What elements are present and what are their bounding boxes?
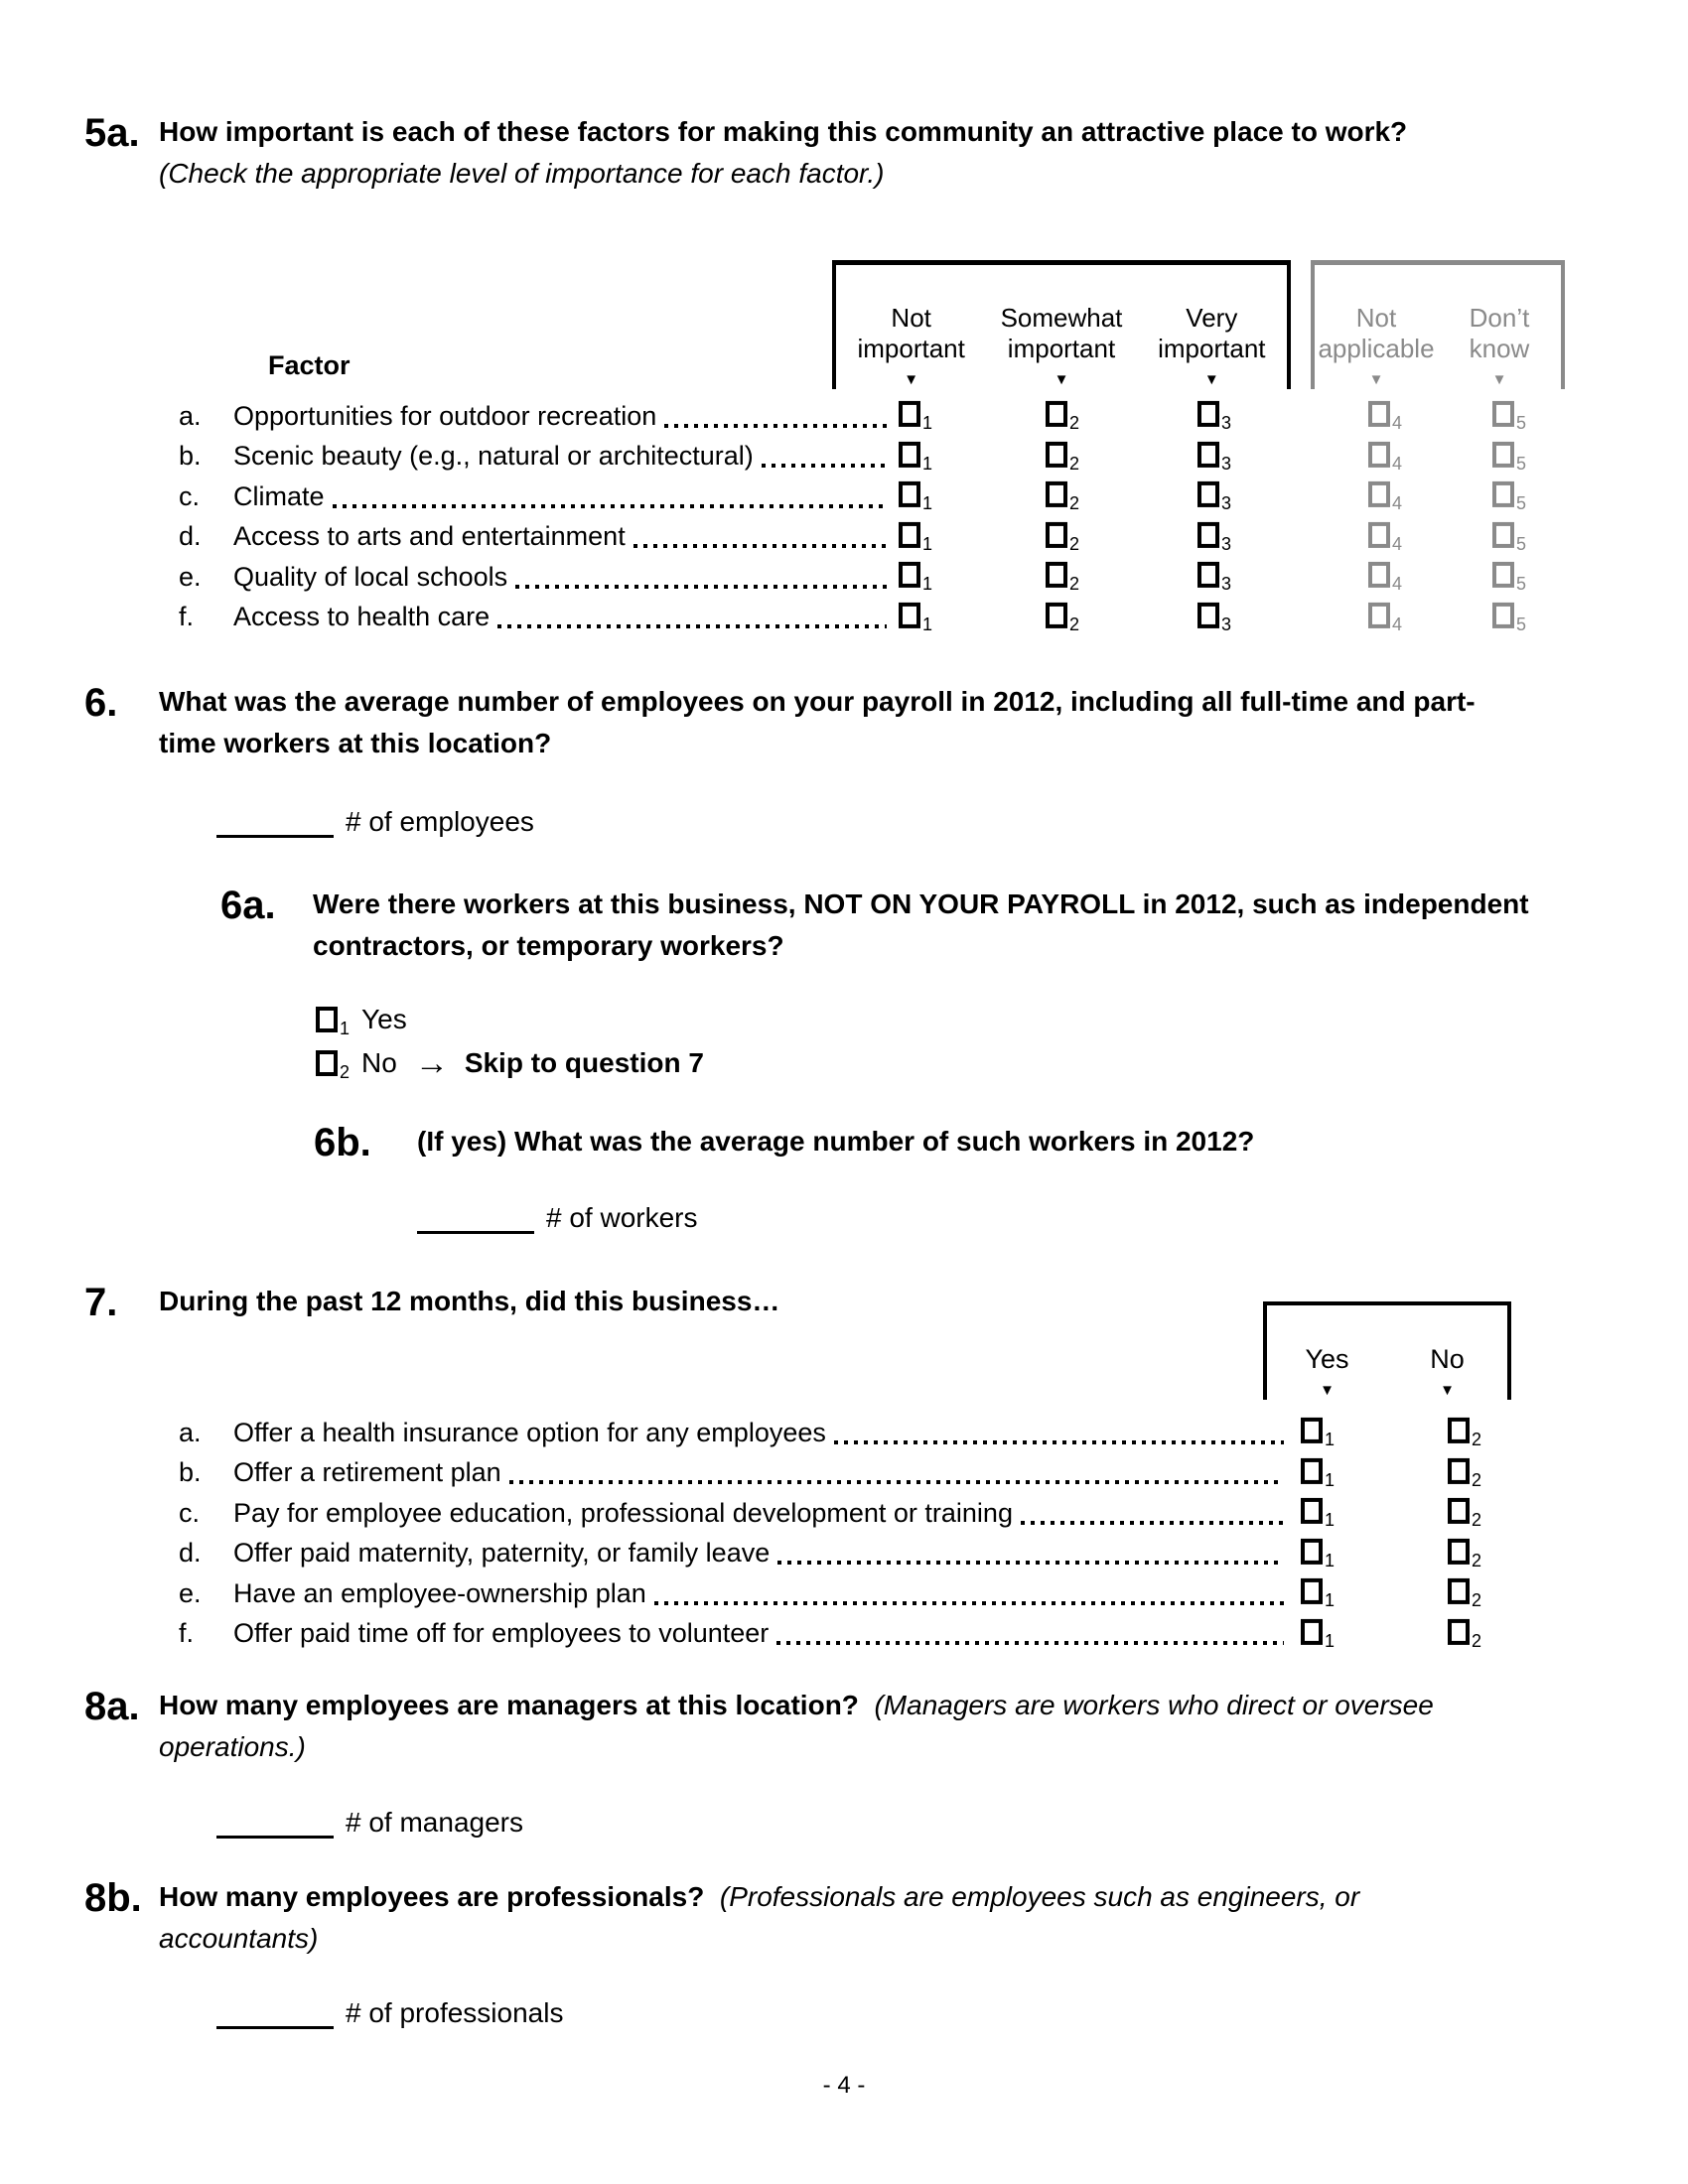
employees-count-field[interactable] bbox=[216, 798, 334, 838]
checkbox-subscript: 5 bbox=[1516, 574, 1527, 595]
column-header-line1: Don’t bbox=[1469, 303, 1530, 333]
checkbox-yes[interactable] bbox=[1301, 1458, 1336, 1490]
checkbox-subscript: 1 bbox=[1325, 1630, 1336, 1651]
checkbox-not-applicable[interactable] bbox=[1368, 522, 1403, 554]
benefit-label: Offer paid time off for employees to volunteer bbox=[233, 1618, 770, 1649]
checkbox-yes[interactable] bbox=[1301, 1418, 1336, 1450]
checkbox-subscript: 1 bbox=[1325, 1469, 1336, 1490]
checkbox-subscript: 5 bbox=[1516, 413, 1527, 434]
question-text: What was the average number of employees on your payroll in 2012, including all full-time and part-time workers at this location? bbox=[159, 686, 1476, 758]
checkbox-subscript: 4 bbox=[1392, 453, 1403, 474]
checkbox-square bbox=[1301, 1539, 1323, 1565]
option-row bbox=[316, 998, 1688, 1041]
factor-letter: f. bbox=[179, 602, 195, 632]
column-pointer-icon: ▼ bbox=[1368, 371, 1384, 388]
factor-letter: b. bbox=[179, 441, 202, 472]
checkbox-very-important[interactable] bbox=[1197, 562, 1232, 595]
benefit-row bbox=[0, 1493, 1688, 1534]
column-header-line2: important bbox=[1007, 334, 1116, 363]
benefit-row-main bbox=[179, 1614, 1286, 1655]
checkbox-square bbox=[1368, 562, 1390, 588]
checkbox-somewhat-important[interactable] bbox=[1046, 603, 1080, 634]
checkbox-square bbox=[1197, 603, 1219, 628]
question-number: 6b. bbox=[314, 1121, 371, 1164]
dot-leader bbox=[509, 1480, 1284, 1484]
dot-leader bbox=[664, 424, 887, 428]
checkbox-square bbox=[1448, 1418, 1470, 1443]
factor-label: Access to health care bbox=[233, 602, 491, 632]
managers-count-line bbox=[216, 1799, 1688, 1839]
benefit-letter: d. bbox=[179, 1538, 202, 1569]
factor-row-main bbox=[179, 437, 889, 478]
benefit-row bbox=[0, 1573, 1688, 1614]
option-label: Yes bbox=[361, 1004, 407, 1034]
question-8a-head bbox=[84, 1685, 1688, 1768]
checkbox-not-applicable[interactable] bbox=[1368, 603, 1403, 634]
checkbox-somewhat-important[interactable] bbox=[1046, 442, 1080, 474]
checkbox-subscript: 4 bbox=[1392, 614, 1403, 634]
checkbox-not-important[interactable] bbox=[899, 603, 933, 634]
benefit-row bbox=[0, 1453, 1688, 1494]
option-label: No bbox=[361, 1047, 397, 1078]
column-header-line2: applicable bbox=[1318, 334, 1435, 363]
workers-count-field[interactable] bbox=[417, 1194, 534, 1234]
checkbox-square bbox=[1448, 1578, 1470, 1604]
factor-letter: d. bbox=[179, 521, 202, 552]
factor-row bbox=[0, 396, 1688, 437]
checkbox-not-important[interactable] bbox=[899, 522, 933, 554]
checkbox-square bbox=[1368, 442, 1390, 468]
factor-row bbox=[0, 437, 1688, 478]
no-column-label: No bbox=[1430, 1344, 1465, 1374]
checkbox-square bbox=[1448, 1498, 1470, 1524]
benefit-letter: e. bbox=[179, 1577, 202, 1608]
checkbox-subscript: 1 bbox=[922, 413, 933, 434]
column-pointer-icon: ▼ bbox=[1440, 1382, 1455, 1399]
question-text-block bbox=[159, 1281, 1350, 1324]
importance-table-rows bbox=[0, 396, 1688, 637]
checkbox-subscript: 3 bbox=[1221, 533, 1232, 554]
benefit-row-main bbox=[179, 1534, 1286, 1574]
checkbox-subscript: 5 bbox=[1516, 493, 1527, 514]
column-header bbox=[1137, 265, 1287, 389]
checkbox-subscript: 1 bbox=[922, 533, 933, 554]
checkbox-dont-know[interactable] bbox=[1492, 603, 1527, 634]
checkbox-yes[interactable] bbox=[1301, 1619, 1336, 1651]
dot-leader bbox=[762, 464, 887, 468]
column-pointer-icon: ▼ bbox=[1203, 371, 1219, 388]
question-text-italic: (Professionals are employees such as engineers, or accountants) bbox=[159, 1881, 1360, 1954]
benefits-table-rows bbox=[0, 1413, 1688, 1654]
checkbox-no[interactable] bbox=[1448, 1458, 1482, 1490]
checkbox-square bbox=[1197, 562, 1219, 588]
professionals-count-line bbox=[216, 1989, 1688, 2029]
yes-no-options bbox=[0, 998, 1688, 1085]
checkbox-square bbox=[316, 1050, 338, 1076]
checkbox-subscript: 4 bbox=[1392, 493, 1403, 514]
benefit-letter: b. bbox=[179, 1457, 202, 1488]
blank-label: # of professionals bbox=[346, 1997, 564, 2028]
checkbox-square bbox=[1046, 401, 1067, 427]
checkbox-square bbox=[899, 603, 920, 628]
factor-letter: c. bbox=[179, 480, 201, 511]
question-text: During the past 12 months, did this business… bbox=[159, 1286, 780, 1316]
factor-label: Access to arts and entertainment bbox=[233, 521, 626, 552]
column-header bbox=[836, 265, 986, 389]
question-text bbox=[159, 1685, 1509, 1768]
column-header bbox=[986, 265, 1136, 389]
question-text-bold: How many employees are professionals? bbox=[159, 1881, 705, 1912]
benefit-letter: a. bbox=[179, 1417, 202, 1447]
question-5a-head bbox=[84, 111, 1688, 195]
checkbox-square bbox=[899, 522, 920, 548]
checkbox-square bbox=[1368, 481, 1390, 507]
checkbox-very-important[interactable] bbox=[1197, 522, 1232, 554]
question-instruction: (Check the appropriate level of importance for each factor.) bbox=[159, 158, 885, 189]
question-6b bbox=[0, 1121, 1688, 1234]
checkbox-not-important[interactable] bbox=[899, 481, 933, 514]
checkbox-somewhat-important[interactable] bbox=[1046, 401, 1080, 434]
checkbox-subscript: 3 bbox=[1221, 493, 1232, 514]
yes-column-label: Yes bbox=[1305, 1344, 1349, 1374]
checkbox-yes[interactable] bbox=[1301, 1539, 1336, 1570]
checkbox-subscript: 5 bbox=[1516, 453, 1527, 474]
checkbox-square bbox=[1301, 1578, 1323, 1604]
checkbox-square bbox=[316, 1007, 338, 1032]
checkbox-very-important[interactable] bbox=[1197, 603, 1232, 634]
checkbox-square bbox=[1492, 401, 1514, 427]
benefit-row-main bbox=[179, 1453, 1286, 1494]
factor-label: Climate bbox=[233, 480, 325, 511]
skip-arrow-icon: → bbox=[414, 1044, 449, 1082]
blank-label: # of workers bbox=[546, 1202, 698, 1233]
question-text-block bbox=[159, 1685, 1509, 1768]
column-header-line2: important bbox=[857, 334, 965, 363]
question-number: 6a. bbox=[220, 884, 276, 927]
checkbox-square bbox=[1197, 442, 1219, 468]
checkbox-square bbox=[1492, 603, 1514, 628]
checkbox-no[interactable] bbox=[1448, 1578, 1482, 1611]
checkbox-square bbox=[1046, 603, 1067, 628]
checkbox-not-applicable[interactable] bbox=[1368, 442, 1403, 474]
checkbox-somewhat-important[interactable] bbox=[1046, 522, 1080, 554]
checkbox-subscript: 2 bbox=[1472, 1430, 1482, 1450]
factor-row bbox=[0, 477, 1688, 517]
question-text-block bbox=[313, 884, 1549, 967]
question-number: 8b. bbox=[84, 1876, 142, 1920]
factor-row-main bbox=[179, 396, 889, 437]
question-text-block bbox=[159, 111, 1539, 195]
factor-row-main bbox=[179, 598, 889, 638]
option-row bbox=[316, 1041, 1688, 1085]
benefit-letter: c. bbox=[179, 1497, 201, 1528]
benefit-letter: f. bbox=[179, 1618, 195, 1649]
factor-row bbox=[0, 557, 1688, 598]
question-5a bbox=[0, 111, 1688, 637]
checkbox-not-applicable[interactable] bbox=[1368, 401, 1403, 434]
checkbox-square bbox=[1301, 1619, 1323, 1645]
dot-leader bbox=[834, 1440, 1284, 1444]
column-pointer-icon: ▼ bbox=[904, 371, 919, 388]
checkbox-subscript: 3 bbox=[1221, 574, 1232, 595]
checkbox-subscript: 3 bbox=[1221, 413, 1232, 434]
checkbox-no[interactable] bbox=[1448, 1539, 1482, 1570]
dot-leader bbox=[333, 504, 887, 508]
dot-leader bbox=[777, 1561, 1284, 1565]
question-8a bbox=[0, 1685, 1688, 1839]
question-number: 6. bbox=[84, 681, 118, 725]
checkbox-square bbox=[1368, 603, 1390, 628]
column-pointer-icon: ▼ bbox=[1491, 371, 1507, 388]
checkbox-subscript: 2 bbox=[340, 1062, 351, 1082]
checkbox-not-important[interactable] bbox=[899, 442, 933, 474]
benefit-row bbox=[0, 1614, 1688, 1655]
checkbox-subscript: 4 bbox=[1392, 413, 1403, 434]
na-dk-columns-bracket bbox=[1311, 260, 1565, 389]
question-number: 7. bbox=[84, 1281, 118, 1324]
column-header-line2: important bbox=[1158, 334, 1266, 363]
checkbox-square bbox=[1197, 522, 1219, 548]
checkbox-subscript: 2 bbox=[1472, 1550, 1482, 1570]
checkbox-dont-know[interactable] bbox=[1492, 481, 1527, 514]
question-6a-head bbox=[220, 884, 1688, 967]
factor-letter: a. bbox=[179, 400, 202, 431]
checkbox-no[interactable] bbox=[1448, 1619, 1482, 1651]
column-header bbox=[1438, 265, 1561, 389]
checkbox-square bbox=[1046, 442, 1067, 468]
checkbox-subscript: 2 bbox=[1472, 1590, 1482, 1611]
checkbox-square bbox=[1197, 401, 1219, 427]
factor-row bbox=[0, 517, 1688, 558]
question-7 bbox=[0, 1281, 1688, 1654]
benefit-label: Offer a health insurance option for any employees bbox=[233, 1417, 826, 1447]
checkbox-square bbox=[899, 481, 920, 507]
checkbox-very-important[interactable] bbox=[1197, 481, 1232, 514]
checkbox-square bbox=[1368, 401, 1390, 427]
checkbox-subscript: 2 bbox=[1472, 1510, 1482, 1531]
checkbox-very-important[interactable] bbox=[1197, 442, 1232, 474]
checkbox-subscript: 1 bbox=[1325, 1430, 1336, 1450]
factor-column-header: Factor bbox=[268, 350, 351, 380]
checkbox-not-applicable[interactable] bbox=[1368, 481, 1403, 514]
factor-row-main bbox=[179, 477, 889, 517]
benefit-row-main bbox=[179, 1413, 1286, 1453]
workers-count-line bbox=[417, 1194, 1688, 1234]
checkbox-square bbox=[1492, 442, 1514, 468]
importance-columns-bracket bbox=[832, 260, 1291, 389]
checkbox-subscript: 3 bbox=[1221, 453, 1232, 474]
checkbox-subscript: 5 bbox=[1516, 533, 1527, 554]
benefit-row-main bbox=[179, 1493, 1286, 1534]
column-header-line1: Not bbox=[1355, 303, 1397, 333]
question-6a bbox=[0, 884, 1688, 1085]
checkbox-subscript: 1 bbox=[1325, 1550, 1336, 1570]
checkbox-dont-know[interactable] bbox=[1492, 562, 1527, 595]
column-header-line1: Somewhat bbox=[1000, 303, 1123, 333]
benefit-row bbox=[0, 1534, 1688, 1574]
checkbox-yes[interactable] bbox=[1301, 1578, 1336, 1611]
page-number: - 4 - bbox=[822, 2072, 866, 2099]
dot-leader bbox=[1021, 1521, 1284, 1525]
checkbox-not-important[interactable] bbox=[899, 562, 933, 595]
managers-count-field[interactable] bbox=[216, 1799, 334, 1839]
column-pointer-icon: ▼ bbox=[1054, 371, 1069, 388]
checkbox-subscript: 1 bbox=[922, 493, 933, 514]
checkbox-dont-know[interactable] bbox=[1492, 522, 1527, 554]
checkbox-very-important[interactable] bbox=[1197, 401, 1232, 434]
benefit-row bbox=[0, 1413, 1688, 1453]
skip-instruction: Skip to question 7 bbox=[464, 1047, 704, 1078]
checkbox-subscript: 2 bbox=[1069, 533, 1080, 554]
checkbox-subscript: 5 bbox=[1516, 614, 1527, 634]
question-6 bbox=[0, 681, 1688, 838]
question-text-bold: How many employees are managers at this location? bbox=[159, 1690, 859, 1720]
option-checkbox[interactable] bbox=[316, 1007, 351, 1038]
column-header-line1: Not bbox=[891, 303, 931, 333]
checkbox-not-applicable[interactable] bbox=[1368, 562, 1403, 595]
checkbox-square bbox=[1301, 1458, 1323, 1484]
checkbox-square bbox=[1448, 1458, 1470, 1484]
blank-label: # of managers bbox=[346, 1807, 523, 1838]
checkbox-square bbox=[1368, 522, 1390, 548]
question-text-block bbox=[417, 1121, 1254, 1164]
checkbox-square bbox=[1197, 481, 1219, 507]
dot-leader bbox=[497, 624, 887, 628]
checkbox-subscript: 1 bbox=[1325, 1510, 1336, 1531]
dot-leader bbox=[633, 544, 887, 548]
yes-column-header bbox=[1267, 1305, 1387, 1400]
checkbox-subscript: 2 bbox=[1069, 453, 1080, 474]
benefit-row-main bbox=[179, 1573, 1286, 1614]
checkbox-square bbox=[1448, 1619, 1470, 1645]
question-text bbox=[159, 1876, 1509, 1960]
benefit-label: Offer paid maternity, paternity, or family leave bbox=[233, 1538, 771, 1569]
question-6-head bbox=[84, 681, 1688, 764]
checkbox-subscript: 4 bbox=[1392, 533, 1403, 554]
checkbox-dont-know[interactable] bbox=[1492, 442, 1527, 474]
factor-label: Quality of local schools bbox=[233, 561, 508, 592]
checkbox-yes[interactable] bbox=[1301, 1498, 1336, 1531]
question-8b-head bbox=[84, 1876, 1688, 1960]
factor-row bbox=[0, 598, 1688, 638]
factor-letter: e. bbox=[179, 561, 202, 592]
checkbox-subscript: 2 bbox=[1069, 493, 1080, 514]
blank-label: # of employees bbox=[346, 806, 534, 837]
checkbox-square bbox=[1448, 1539, 1470, 1565]
checkbox-not-important[interactable] bbox=[899, 401, 933, 434]
checkbox-subscript: 1 bbox=[1325, 1590, 1336, 1611]
checkbox-subscript: 3 bbox=[1221, 614, 1232, 634]
employees-count-line bbox=[216, 798, 1688, 838]
checkbox-subscript: 2 bbox=[1069, 614, 1080, 634]
checkbox-subscript: 2 bbox=[1472, 1630, 1482, 1651]
professionals-count-field[interactable] bbox=[216, 1989, 334, 2029]
column-header-line1: Very bbox=[1186, 303, 1238, 333]
checkbox-square bbox=[1046, 481, 1067, 507]
checkbox-square bbox=[899, 401, 920, 427]
question-6b-head bbox=[314, 1121, 1688, 1164]
checkbox-square bbox=[1046, 562, 1067, 588]
checkbox-no[interactable] bbox=[1448, 1498, 1482, 1531]
checkbox-subscript: 1 bbox=[922, 453, 933, 474]
checkbox-square bbox=[1301, 1418, 1323, 1443]
checkbox-subscript: 2 bbox=[1069, 574, 1080, 595]
benefit-label: Pay for employee education, professional development or training bbox=[233, 1497, 1013, 1528]
checkbox-square bbox=[1492, 522, 1514, 548]
column-header bbox=[1315, 265, 1438, 389]
option-checkbox[interactable] bbox=[316, 1050, 351, 1082]
checkbox-square bbox=[1301, 1498, 1323, 1524]
checkbox-dont-know[interactable] bbox=[1492, 401, 1527, 434]
question-8b bbox=[0, 1876, 1688, 2029]
question-text-italic: (Managers are workers who direct or oversee operations.) bbox=[159, 1690, 1434, 1762]
dot-leader bbox=[515, 585, 887, 589]
question-text-block bbox=[159, 681, 1509, 764]
question-text: How important is each of these factors for making this community an attractive place to work? bbox=[159, 116, 1408, 147]
checkbox-subscript: 1 bbox=[922, 614, 933, 634]
checkbox-square bbox=[1046, 522, 1067, 548]
checkbox-somewhat-important[interactable] bbox=[1046, 481, 1080, 514]
checkbox-somewhat-important[interactable] bbox=[1046, 562, 1080, 595]
dot-leader bbox=[654, 1601, 1284, 1605]
checkbox-subscript: 2 bbox=[1472, 1469, 1482, 1490]
question-7-head-area bbox=[0, 1281, 1688, 1410]
benefit-label: Offer a retirement plan bbox=[233, 1457, 501, 1488]
factor-row-main bbox=[179, 557, 889, 598]
checkbox-square bbox=[1492, 562, 1514, 588]
checkbox-subscript: 2 bbox=[1069, 413, 1080, 434]
checkbox-subscript: 1 bbox=[922, 574, 933, 595]
checkbox-subscript: 4 bbox=[1392, 574, 1403, 595]
question-text: (If yes) What was the average number of such workers in 2012? bbox=[417, 1126, 1255, 1157]
column-pointer-icon: ▼ bbox=[1320, 1382, 1335, 1399]
question-number: 5a. bbox=[84, 111, 140, 155]
question-text: Were there workers at this business, NOT ON YOUR PAYROLL in 2012, such as independent contractors, or temporary workers? bbox=[313, 888, 1529, 961]
question-number: 8a. bbox=[84, 1685, 140, 1728]
no-column-header bbox=[1387, 1305, 1507, 1400]
checkbox-square bbox=[899, 442, 920, 468]
question-text-block bbox=[159, 1876, 1509, 1960]
importance-table-header bbox=[0, 260, 1688, 389]
benefit-label: Have an employee-ownership plan bbox=[233, 1577, 646, 1608]
dot-leader bbox=[776, 1641, 1284, 1645]
checkbox-square bbox=[899, 562, 920, 588]
checkbox-square bbox=[1492, 481, 1514, 507]
factor-label: Scenic beauty (e.g., natural or architectural) bbox=[233, 441, 754, 472]
factor-row-main bbox=[179, 517, 889, 558]
yes-no-columns-bracket bbox=[1263, 1301, 1511, 1400]
factor-label: Opportunities for outdoor recreation bbox=[233, 400, 657, 431]
checkbox-subscript: 1 bbox=[340, 1019, 351, 1038]
column-header-line2: know bbox=[1469, 334, 1530, 363]
checkbox-no[interactable] bbox=[1448, 1418, 1482, 1450]
